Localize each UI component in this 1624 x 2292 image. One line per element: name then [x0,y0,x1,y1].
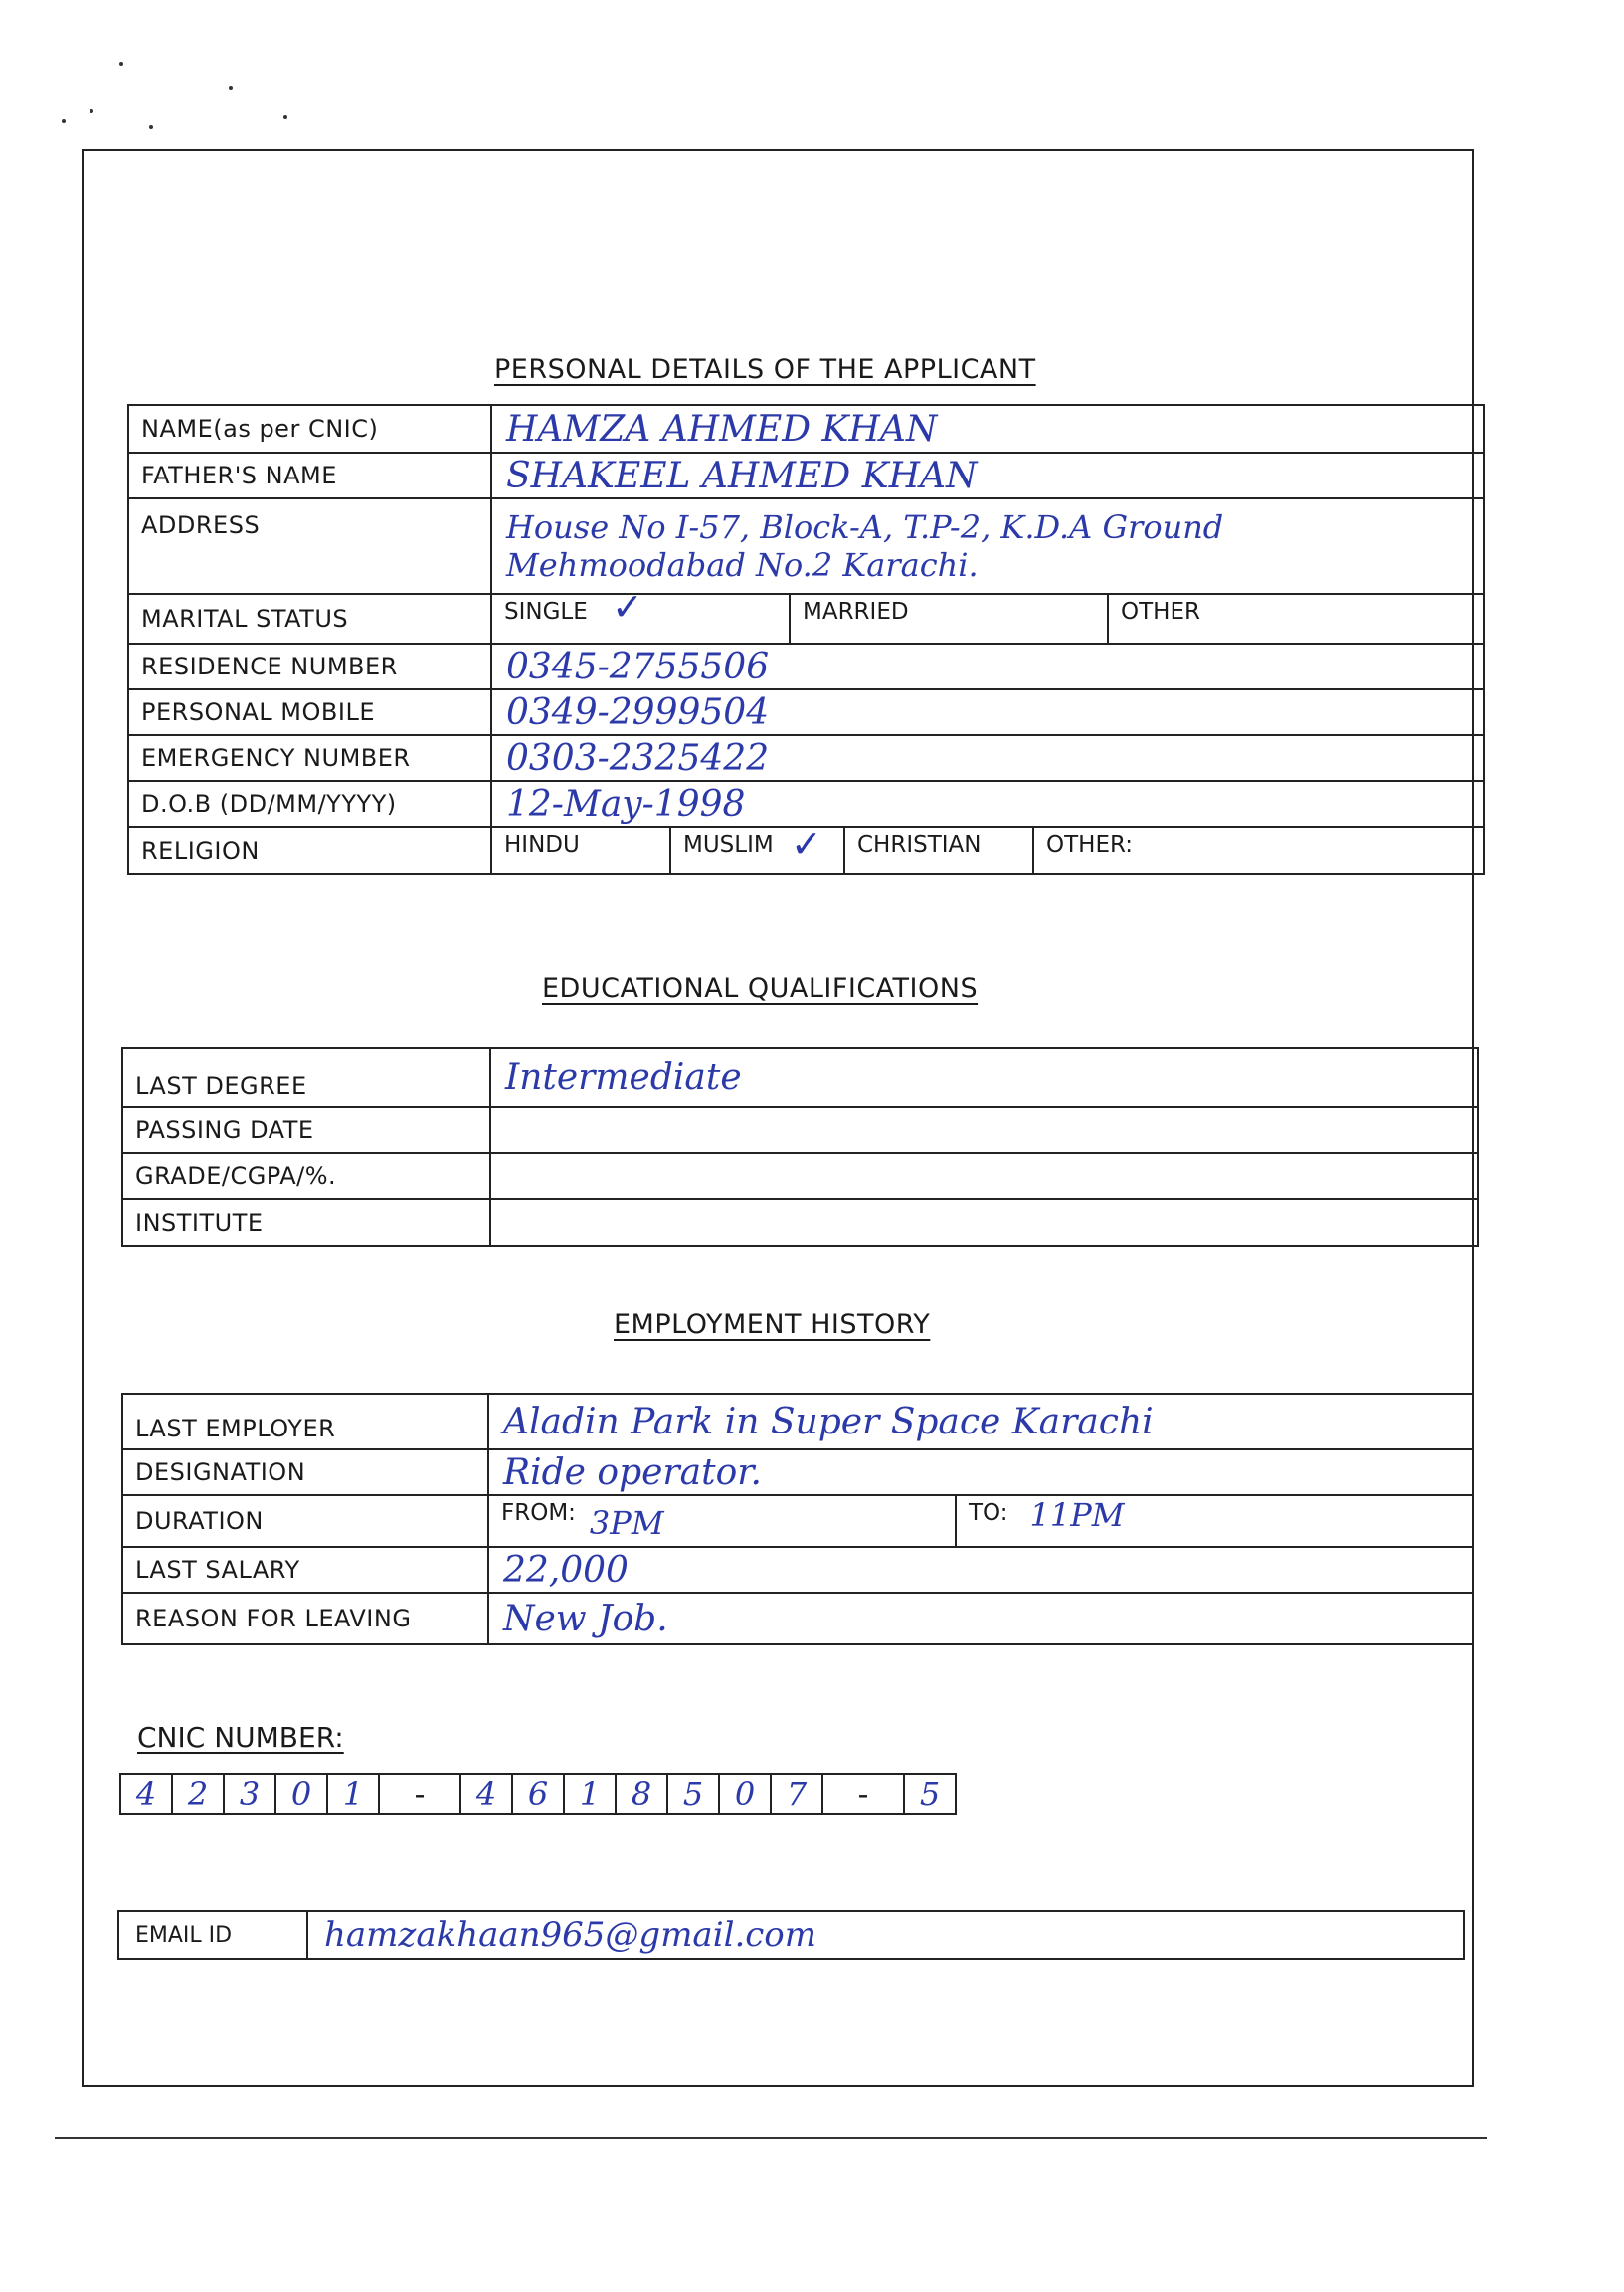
personal-heading: PERSONAL DETAILS OF THE APPLICANT [494,354,1036,385]
employer-label: LAST EMPLOYER [123,1395,489,1448]
scan-speck [119,62,123,66]
cnic-digit[interactable]: 4 [119,1773,173,1814]
marital-single-label: SINGLE [504,599,588,625]
address-line1: House No I-57, Block-A, T.P-2, K.D.A Ground [506,508,1224,546]
passing-label: PASSING DATE [123,1108,491,1152]
to-value: 11PM [1029,1496,1125,1534]
name-row [127,404,1485,454]
duration-cells [489,1496,1472,1546]
dob-label: D.O.B (DD/MM/YYYY) [129,782,492,826]
employer-value: Aladin Park in Super Space Karachi [503,1401,1154,1442]
salary-label: LAST SALARY [123,1548,489,1592]
employment-heading: EMPLOYMENT HISTORY [614,1309,931,1340]
religion-hindu-label: HINDU [504,832,580,858]
marital-row [127,585,1485,645]
cnic-digit[interactable]: 0 [274,1773,328,1814]
grade-row [121,1154,1479,1200]
personal-table [127,404,1485,875]
degree-label: LAST DEGREE [123,1049,491,1106]
scan-speck [283,115,287,119]
marital-single[interactable] [492,585,791,643]
cnic-digit[interactable]: 6 [511,1773,565,1814]
dob-value-cell [492,782,1483,826]
education-table [121,1047,1479,1247]
religion-hindu[interactable] [492,828,671,873]
employer-value-cell [489,1395,1472,1448]
salary-row [121,1548,1474,1594]
address-row [127,499,1485,595]
cnic-separator: - [821,1773,905,1814]
residence-value-cell [492,645,1483,688]
cnic-digit[interactable]: 5 [903,1773,957,1814]
religion-row [127,822,1485,875]
institute-value-cell [491,1200,1477,1245]
duration-label: DURATION [123,1496,489,1546]
cnic-digit[interactable]: 1 [563,1773,617,1814]
religion-other-label: OTHER: [1046,832,1134,858]
dob-value: 12-May-1998 [506,783,746,825]
grade-label: GRADE/CGPA/%. [123,1154,491,1198]
mobile-row [127,690,1485,736]
reason-label: REASON FOR LEAVING [123,1594,489,1643]
designation-label: DESIGNATION [123,1450,489,1494]
designation-value-cell [489,1450,1472,1494]
residence-row [127,645,1485,690]
marital-married[interactable] [791,595,1109,643]
name-value-cell [492,406,1483,452]
to-cell [957,1496,1472,1546]
from-cell [489,1496,957,1546]
cnic-digit[interactable]: 2 [171,1773,225,1814]
bottom-rule [55,2137,1487,2139]
emergency-value: 0303-2325422 [506,737,770,779]
employer-row [121,1393,1474,1450]
father-row [127,454,1485,499]
mobile-value: 0349-2999504 [506,691,770,733]
cnic-digit[interactable]: 5 [666,1773,720,1814]
degree-row [121,1047,1479,1108]
reason-row [121,1594,1474,1645]
cnic-digit[interactable]: 7 [770,1773,823,1814]
to-label: TO: [969,1500,1008,1526]
salary-value-cell [489,1548,1472,1592]
emergency-row [127,736,1485,782]
reason-value: New Job. [503,1598,668,1639]
emergency-label: EMERGENCY NUMBER [129,736,492,780]
cnic-digit[interactable]: 3 [223,1773,276,1814]
email-value: hamzakhaan965@gmail.com [324,1915,817,1955]
scan-speck [149,125,153,129]
cnic-digit[interactable]: 4 [459,1773,513,1814]
passing-row [121,1108,1479,1154]
designation-row [121,1450,1474,1496]
religion-muslim[interactable] [671,822,845,873]
cnic-boxes [119,1773,955,1814]
name-value: HAMZA AHMED KHAN [506,408,938,450]
email-row [117,1910,1465,1960]
father-value-cell [492,454,1483,497]
name-label: NAME(as per CNIC) [129,406,492,452]
from-label: FROM: [501,1500,576,1526]
address-value-cell [492,499,1483,593]
cnic-digit[interactable]: 8 [615,1773,668,1814]
check-mark-icon: ✓ [612,585,643,629]
cnic-separator: - [378,1773,461,1814]
religion-muslim-label: MUSLIM [683,832,774,858]
from-value: 3PM [589,1504,664,1542]
cnic-label: CNIC NUMBER: [137,1721,344,1754]
cnic-digit[interactable]: 0 [718,1773,772,1814]
employment-table [121,1393,1474,1645]
mobile-value-cell [492,690,1483,734]
institute-row [121,1200,1479,1247]
scan-speck [90,109,93,113]
religion-other[interactable] [1034,828,1483,873]
scan-speck [62,119,66,123]
address-label: ADDRESS [129,499,492,593]
passing-value-cell [491,1108,1477,1152]
email-label: EMAIL ID [119,1912,308,1958]
institute-label: INSTITUTE [123,1200,491,1245]
residence-value: 0345-2755506 [506,646,770,687]
grade-value-cell [491,1154,1477,1198]
designation-value: Ride operator. [503,1451,762,1493]
marital-other[interactable] [1109,595,1483,643]
religion-label: RELIGION [129,828,492,873]
mobile-label: PERSONAL MOBILE [129,690,492,734]
degree-value: Intermediate [505,1056,742,1098]
religion-options [492,822,1483,873]
email-value-cell[interactable] [308,1912,816,1958]
marital-married-label: MARRIED [803,599,909,625]
marital-options [492,585,1483,643]
scan-speck [229,86,233,90]
address-line2: Mehmoodabad No.2 Karachi. [506,546,979,584]
degree-value-cell [491,1049,1477,1106]
duration-row [121,1496,1474,1548]
check-mark-icon: ✓ [791,822,822,865]
salary-value: 22,000 [503,1549,629,1591]
father-label: FATHER'S NAME [129,454,492,497]
cnic-digit[interactable]: 1 [326,1773,380,1814]
father-value: SHAKEEL AHMED KHAN [506,455,978,496]
residence-label: RESIDENCE NUMBER [129,645,492,688]
emergency-value-cell [492,736,1483,780]
education-heading: EDUCATIONAL QUALIFICATIONS [542,973,979,1004]
religion-christian-label: CHRISTIAN [857,832,982,858]
religion-christian[interactable] [845,828,1034,873]
marital-other-label: OTHER [1121,599,1200,625]
reason-value-cell [489,1594,1472,1643]
marital-label: MARITAL STATUS [129,595,492,643]
